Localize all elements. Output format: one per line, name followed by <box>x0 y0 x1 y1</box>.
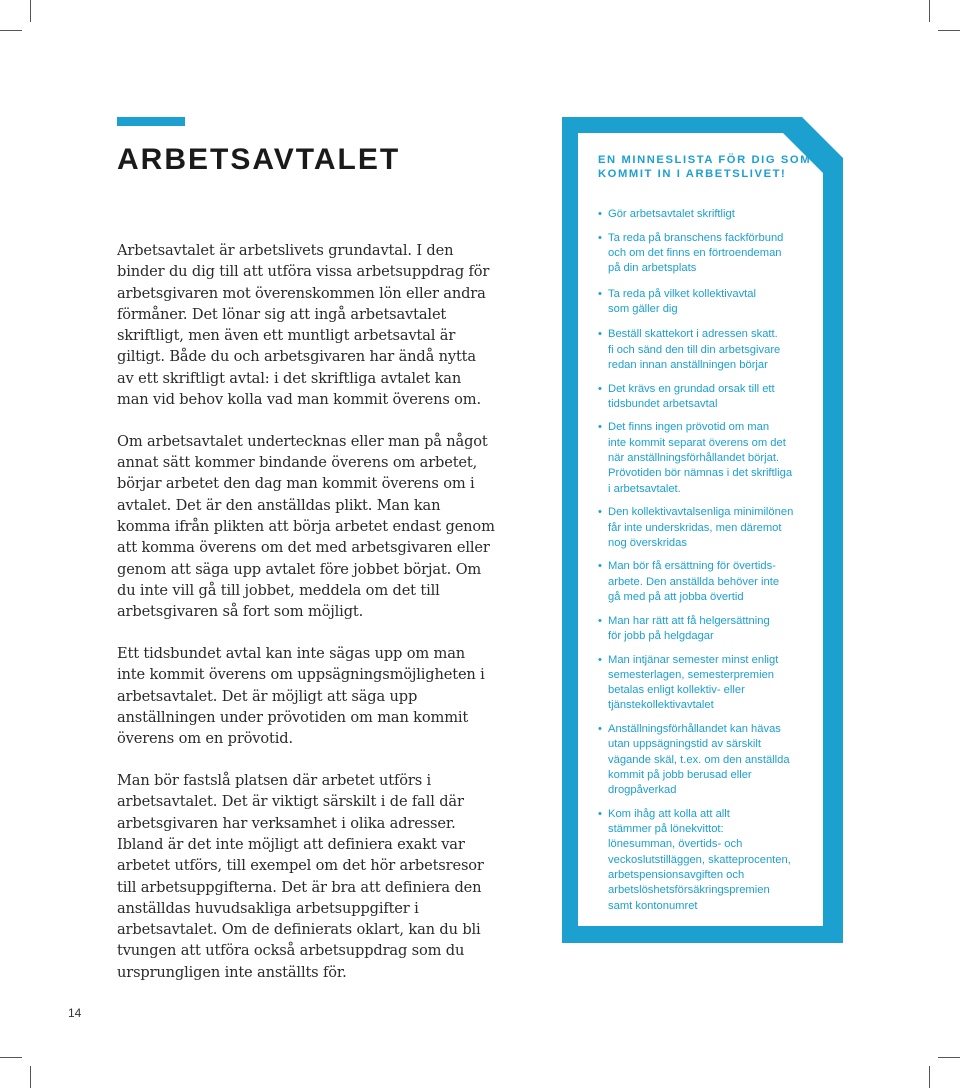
crop-mark-bottom-right <box>929 1066 930 1088</box>
bullet-icon: • <box>598 231 602 244</box>
checklist-item <box>598 327 818 373</box>
checklist-item-text: Kom ihåg att kolla att allt stämmer på lönekvittot: lönesumman, övertids- och veckoslutstilläggen, skatteprocenten, arbetspensionsavgiften och arbetslöshetsförsäkringspremien samt kontonumret <box>608 807 791 912</box>
checklist-item-text: Den kollektivavtalsenliga minimilönen får inte underskridas, men däremot nog överskridas <box>608 506 794 549</box>
checklist-item-text: Anställningsförhållandet kan hävas utan uppsägningstid av särskilt vägande skäl, t.ex. om den anställda kommit på jobb berusad eller drogpåverkad <box>608 722 790 797</box>
article-body <box>117 240 497 1004</box>
paragraph: Man bör fastslå platsen där arbetet utförs i arbetsavtalet. Det är viktigt särskilt i de fall där arbetsgivaren har verksamhet i olika adresser. Ibland är det inte möjligt att definiera exakt var arbetet utförs, till exempel om det hör arbetsresor till arbetsuppgifterna. Det är bra att definiera den anställdas huvudsakliga arbetsuppgifter i arbetsavtalet. Om de definierats oklart, kan du bli tvungen att utföra också arbetsuppdrag som du ursprungligen inte anställts för. <box>117 772 484 981</box>
bullet-icon: • <box>598 287 602 300</box>
bullet-icon: • <box>598 807 602 820</box>
checklist-item <box>598 420 818 496</box>
checklist-item <box>598 614 818 645</box>
checklist-heading: EN MINNESLISTA FÖR DIG SOM KOMMIT IN I ARBETSLIVET! <box>598 154 812 180</box>
checklist-item <box>598 287 818 318</box>
checklist-item <box>598 807 818 914</box>
bullet-icon: • <box>598 328 602 341</box>
checklist-item <box>598 722 818 798</box>
crop-mark-bottom-right-h <box>938 1057 960 1058</box>
checklist-item-text: Ta reda på vilket kollektivavtal som gäller dig <box>608 287 756 316</box>
checklist-item-text: Gör arbetsavtalet skriftligt <box>608 208 735 220</box>
checklist-item <box>598 653 818 714</box>
bullet-icon: • <box>598 560 602 573</box>
checklist-item <box>598 559 818 605</box>
checklist-item <box>598 231 818 277</box>
bullet-icon: • <box>598 653 602 666</box>
checklist-item-text: Man intjänar semester minst enligt semesterlagen, semesterpremien betalas enligt kollektiv- eller tjänstekollektivavtalet <box>608 653 779 712</box>
crop-mark-bottom-left <box>30 1066 31 1088</box>
checklist-item-text: Beställ skattekort i adressen skatt. fi och sänd den till din arbetsgivare redan innan anställningen börjar <box>608 328 781 371</box>
checklist-item <box>598 505 818 551</box>
bullet-icon: • <box>598 208 602 220</box>
bullet-icon: • <box>598 722 602 735</box>
bullet-icon: • <box>598 382 602 395</box>
page-number: 14 <box>68 1006 82 1020</box>
crop-mark-bottom-left-h <box>0 1057 22 1058</box>
bullet-icon: • <box>598 506 602 519</box>
bullet-icon: • <box>598 614 602 627</box>
crop-mark-top-right <box>929 0 930 22</box>
checklist-item <box>598 382 818 413</box>
checklist-item-text: Det finns ingen prövotid om man inte kommit separat överens om det när anställningsförhållandet börjat. Prövotiden bör nämnas i det skriftliga i arbetsavtalet. <box>608 421 793 495</box>
checklist <box>598 207 818 922</box>
crop-mark-top-left-h <box>0 30 22 31</box>
crop-mark-top-left <box>30 0 31 22</box>
checklist-item-text: Det krävs en grundad orsak till ett tidsbundet arbetsavtal <box>608 382 775 410</box>
bullet-icon: • <box>598 421 602 434</box>
crop-mark-top-right-h <box>938 30 960 31</box>
title-accent-bar <box>117 117 185 126</box>
paragraph: Arbetsavtalet är arbetslivets grundavtal. I den binder du dig till att utföra vissa arbetsuppdrag för arbetsgivaren mot överenskommen lön eller andra förmåner. Det lönar sig att ingå arbetsavtalet skriftligt, men även ett muntligt arbetsavtal är giltigt. Både du och arbetsgivaren har ändå nytta av ett skriftligt avtal: i det skriftliga avtalet kan man vid behov kolla vad man kommit överens om. <box>117 242 490 409</box>
checklist-item-text: Man bör få ersättning för övertids- arbete. Den anställda behöver inte gå med på att jobba övertid <box>608 560 780 604</box>
paragraph: Ett tidsbundet avtal kan inte sägas upp om man inte kommit överens om uppsägningsmöjligheten i arbetsavtalet. Det är möjligt att säga upp anställningen under prövotiden om man kommit överens om en prövotid. <box>117 645 485 748</box>
checklist-item <box>598 207 818 222</box>
checklist-item-text: Ta reda på branschens fackförbund och om det finns en förtroendeman på din arbetsplats <box>608 231 784 275</box>
checklist-item-text: Man har rätt att få helgersättning för jobb på helgdagar <box>608 614 770 642</box>
page-title: ARBETSAVTALET <box>117 143 401 176</box>
paragraph: Om arbetsavtalet undertecknas eller man på något annat sätt kommer bindande överens om arbetet, börjar arbetet den dag man kommit överens om i avtalet. Det är den anställdas plikt. Man kan komma ifrån plikten att börja arbetet endast genom att komma överens om det med arbetsgivaren eller genom att säga upp avtalet före jobbet börjat. Om du inte vill gå till jobbet, meddela om det till arbetsgivaren så fort som möjligt. <box>117 432 495 621</box>
